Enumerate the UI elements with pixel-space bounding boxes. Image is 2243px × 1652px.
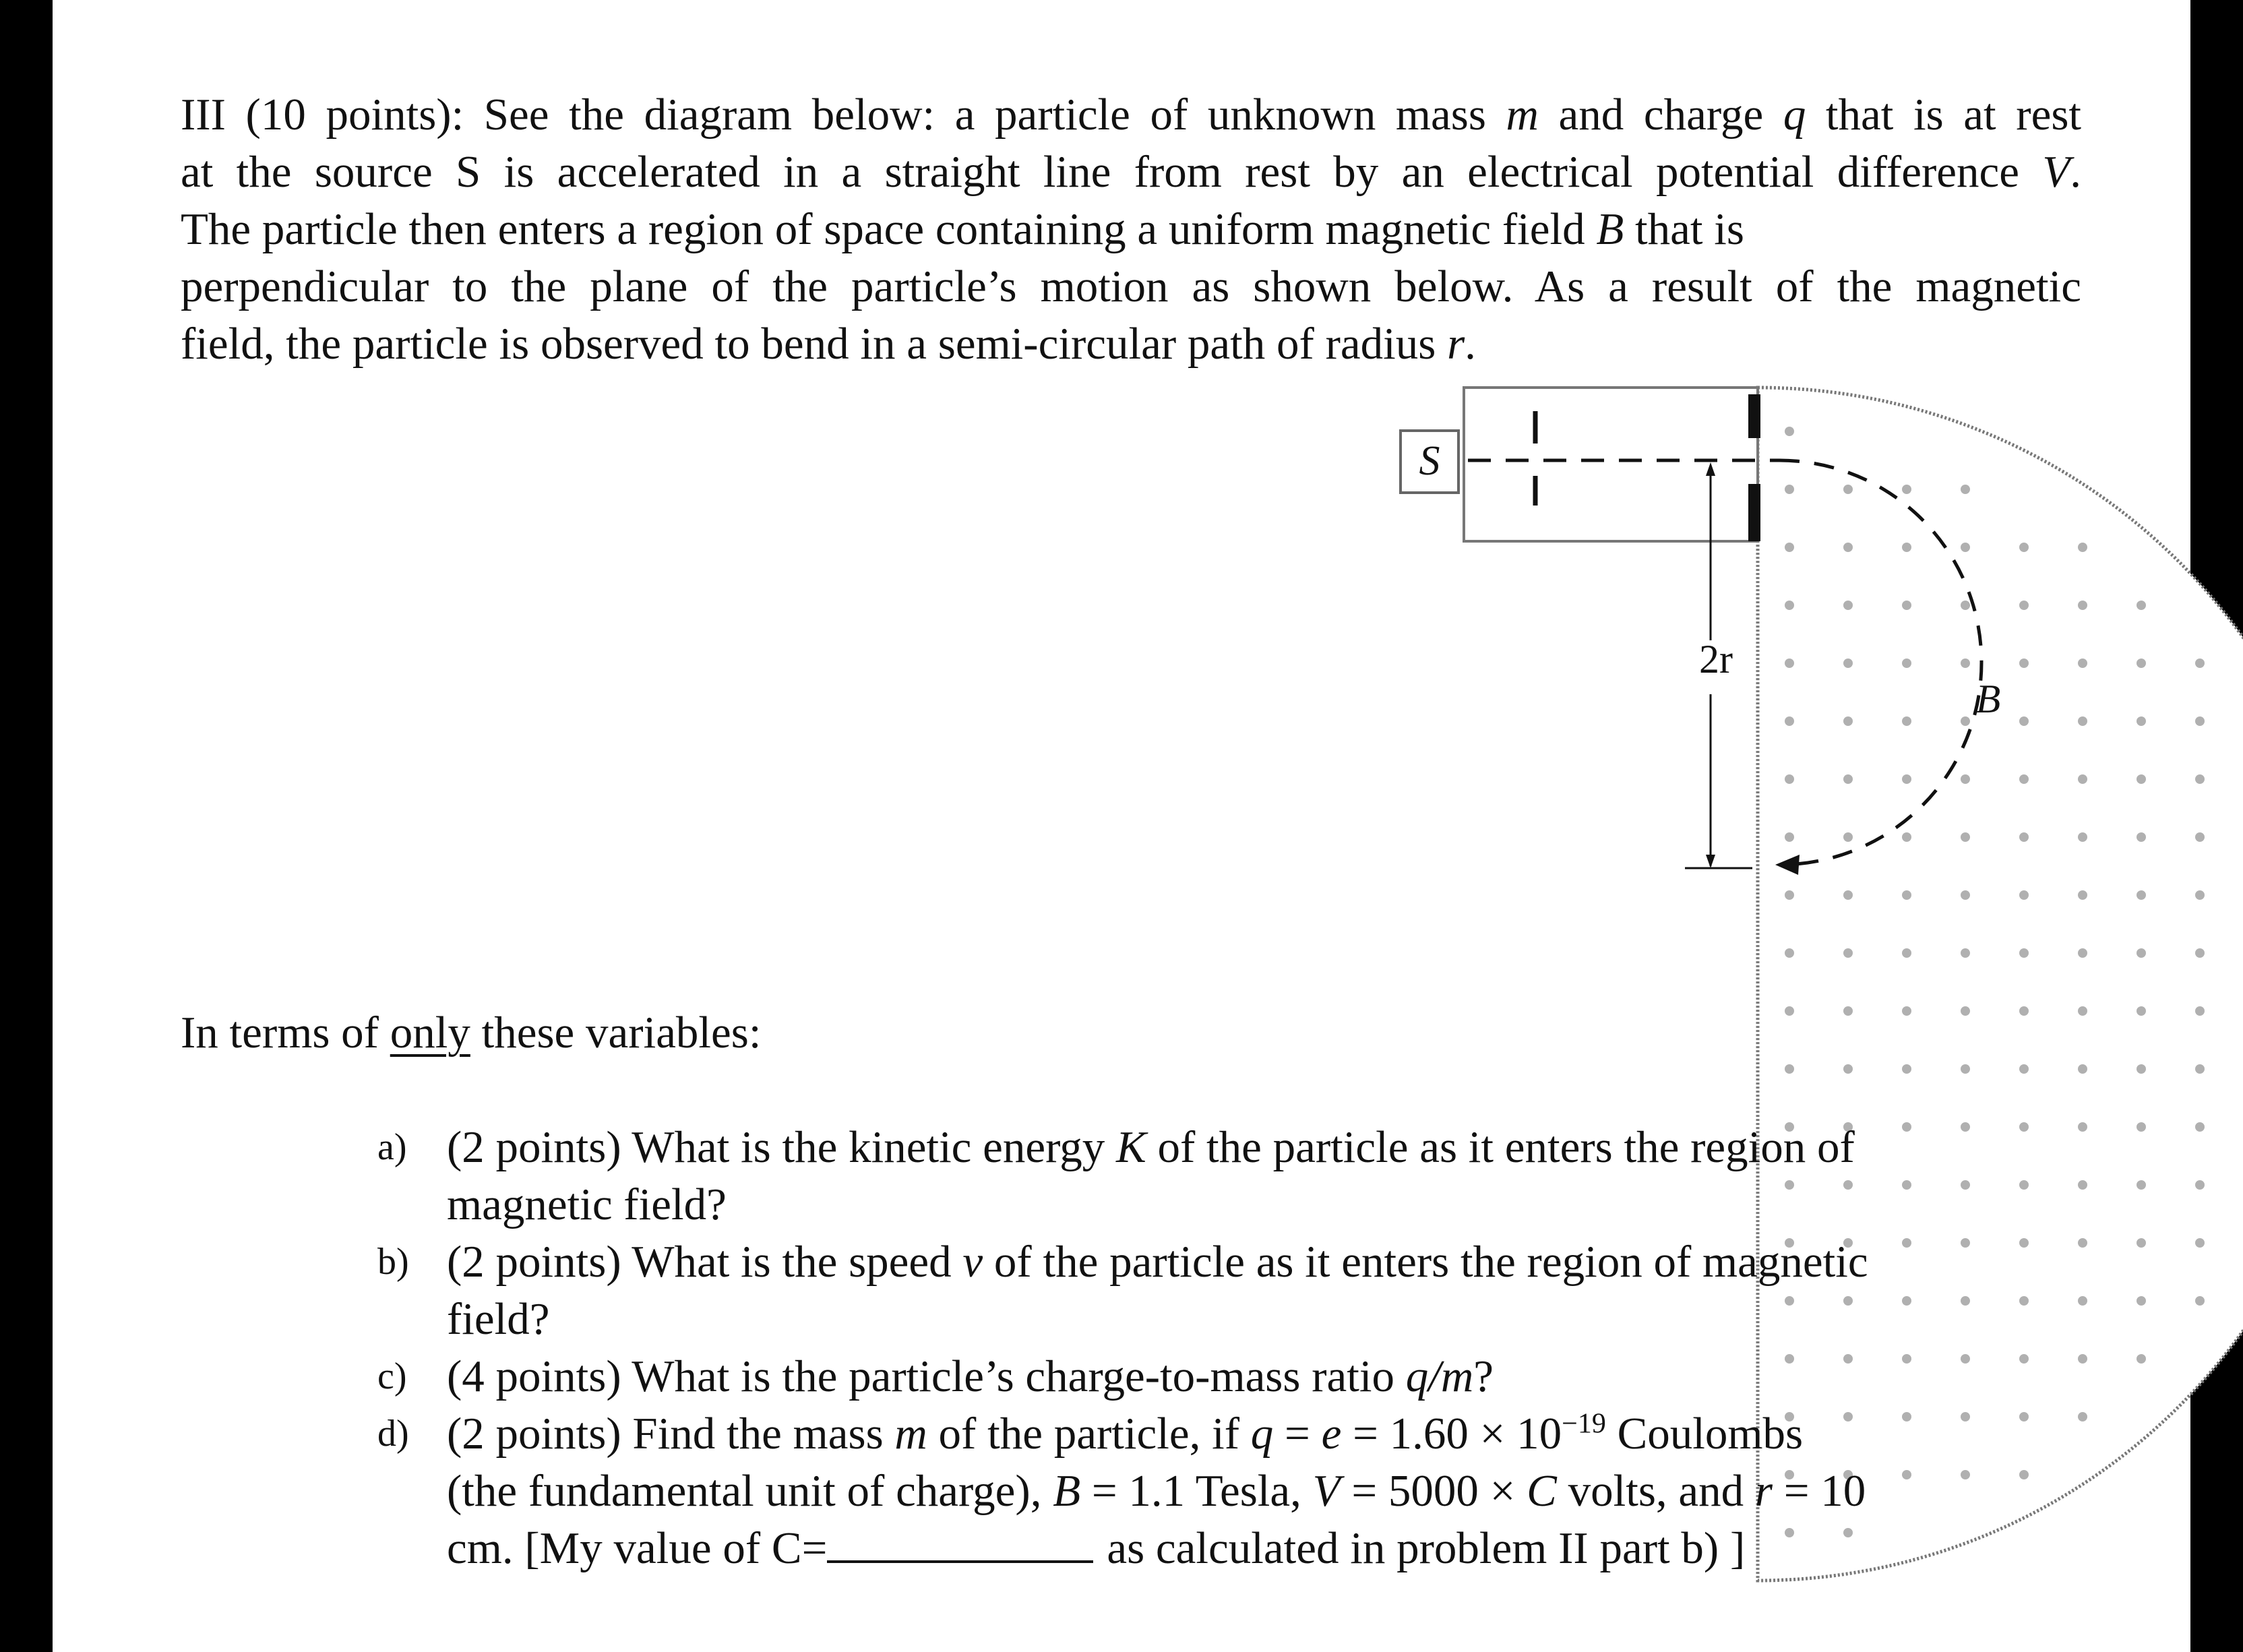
field-dot [2019,890,2029,900]
dimension-arrow-bottom [1706,855,1715,868]
field-dot [2137,716,2146,726]
field-dot [2078,1180,2087,1190]
field-dot [1902,774,1911,784]
field-dot [1785,427,1794,436]
field-dot [2078,890,2087,900]
field-dot [1902,543,1911,552]
field-dot [2137,832,2146,842]
field-dot [1843,485,1853,494]
field-dot [1785,948,1794,958]
field-dot [2137,601,2146,610]
field-dot [1961,1006,1970,1016]
field-dot [2137,1354,2146,1364]
field-dot [2019,774,2029,784]
field-dot [2195,832,2205,842]
intro-line: The particle then enters a region of space containing a uniform magnetic field B that is [181,204,1744,254]
slit-upper [1748,394,1760,438]
field-dot [1785,832,1794,842]
field-dot [2078,1238,2087,1248]
field-dot [1902,659,1911,668]
field-dot [2078,1064,2087,1074]
field-dot [1843,890,1853,900]
field-dot [2078,1412,2087,1421]
field-dot [2078,774,2087,784]
field-dot [1961,1064,1970,1074]
intro-line: perpendicular to the plane of the particle’s motion as shown below. As a result of the magnetic [181,262,2081,311]
field-dot [1843,1064,1853,1074]
field-dot [1902,890,1911,900]
field-dot [1843,1006,1853,1016]
field-dot [1843,716,1853,726]
field-dot [2195,1064,2205,1074]
field-dot [2195,890,2205,900]
field-dot [2195,1180,2205,1190]
field-dot [1902,948,1911,958]
field-dot [2195,1238,2205,1248]
field-dot [1785,543,1794,552]
field-dot [2019,716,2029,726]
field-dot [2195,1296,2205,1306]
field-dot [1785,716,1794,726]
field-dot [1843,948,1853,958]
question-list [377,1119,2076,1577]
field-dot [1961,774,1970,784]
field-dot [2137,890,2146,900]
field-dot [2137,948,2146,958]
field-dot [2078,659,2087,668]
field-dot [1785,659,1794,668]
field-dot [1961,948,1970,958]
field-dot [1902,1064,1911,1074]
field-dot [2137,1180,2146,1190]
answer-blank[interactable] [827,1525,1093,1563]
field-dot [1843,601,1853,610]
field-label: B [1975,677,2001,721]
field-dot [1785,485,1794,494]
question-c: c) (4 points) What is the particle’s charge-to-mass ratio q/m? [377,1351,1494,1401]
question-d: d) (2 points) Find the mass m of the particle, if $q = e = 1.60 \times 10^{-19}$ Coulombs (the fundamental unit of charge), B = 1.1 Tesla, V = 5000 × C volts, and r = 10 cm. [My value of C= as calculated in problem II part b) ] [377,1408,1866,1573]
field-dot [2137,1006,2146,1016]
intro-line: at the source S is accelerated in a straight line from rest by an electrical potential difference V. [181,147,2081,197]
field-dot [2195,948,2205,958]
field-dot [1961,890,1970,900]
field-dot [1843,543,1853,552]
field-dot [2137,1122,2146,1132]
field-dot [2137,1296,2146,1306]
field-dot [2078,832,2087,842]
field-dot [2019,601,2029,610]
field-dot [1961,832,1970,842]
intro-line: III (10 points): See the diagram below: a particle of unknown mass m and charge q that is at rest [181,90,2082,140]
field-dot [2195,659,2205,668]
field-dot [1785,1006,1794,1016]
field-dot [1961,716,1970,726]
field-dot [2078,1354,2087,1364]
field-dot [2078,601,2087,610]
intro-line: field, the particle is observed to bend in a semi-circular path of radius r. [181,319,1476,369]
field-dot [1961,485,1970,494]
field-dot [1902,832,1911,842]
radius-label: 2r [1699,637,1733,681]
field-dot [1902,1006,1911,1016]
field-dot [2137,659,2146,668]
field-dot [2137,774,2146,784]
field-dot [1843,774,1853,784]
field-dot [1843,832,1853,842]
field-dot [1902,716,1911,726]
field-dot [1961,659,1970,668]
field-dot [2019,948,2029,958]
instruction-line: In terms of only these variables: [181,1008,762,1058]
field-dot [2019,659,2029,668]
question-a: a) (2 points) What is the kinetic energy K of the particle as it enters the region of magnetic field? [377,1122,1855,1229]
field-dot [2078,1296,2087,1306]
source-label: S [1419,438,1440,484]
field-dot [2019,1064,2029,1074]
field-dot [1902,485,1911,494]
field-dot [1961,543,1970,552]
field-dot [2019,1006,2029,1016]
field-dot [2019,832,2029,842]
field-dot [2195,1122,2205,1132]
field-dot [1902,601,1911,610]
field-dot [1961,601,1970,610]
field-dot [2137,1238,2146,1248]
accelerator-tube [1464,388,1758,541]
field-dot [2195,1006,2205,1016]
field-dot [1785,774,1794,784]
field-dot [2019,543,2029,552]
field-dot [1785,890,1794,900]
field-dot [2078,543,2087,552]
field-dot [1785,1064,1794,1074]
question-b: b) (2 points) What is the speed v of the particle as it enters the region of magnetic field? [377,1237,1868,1344]
field-dot [2078,1006,2087,1016]
field-dot [2195,716,2205,726]
field-dot [2195,774,2205,784]
field-dot [1785,601,1794,610]
field-dot [2078,716,2087,726]
field-dot [2078,948,2087,958]
field-dot [2137,1064,2146,1074]
field-dot [2078,1122,2087,1132]
field-dot [1843,659,1853,668]
slit-lower [1748,484,1760,541]
